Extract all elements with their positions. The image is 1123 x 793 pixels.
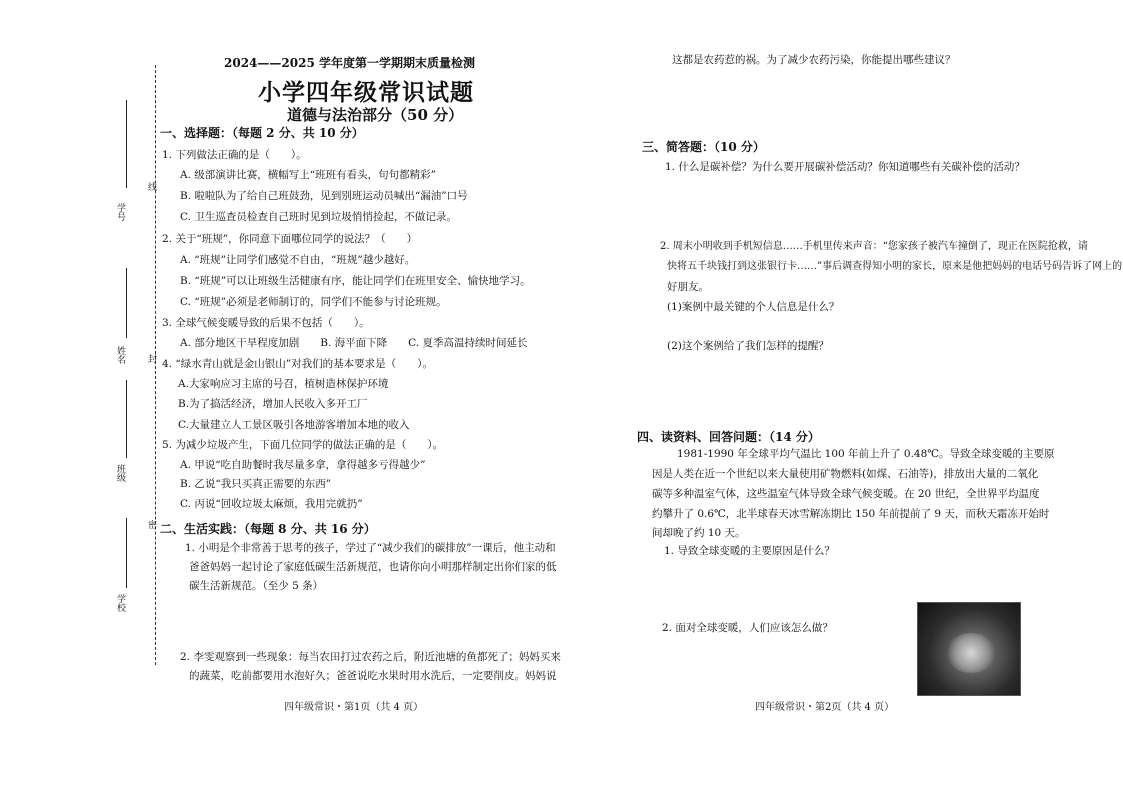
q1-stem: 1. 下列做法正确的是（ ）。 <box>162 149 307 161</box>
name-line <box>126 268 127 338</box>
q5-option-b: B. 乙说“我只买真正需要的东西” <box>180 478 332 490</box>
school-label: 学校 <box>115 594 125 612</box>
s4-q1: 1. 导致全球变暖的主要原因是什么？ <box>664 545 835 557</box>
q4-stem: 4. “绿水青山就是金山银山”对我们的基本要求是（ ）。 <box>162 358 433 370</box>
q5-option-c: C. 丙说“回收垃圾太麻烦，我用完就扔” <box>180 498 363 510</box>
q3-options: A. 部分地区干旱程度加剧 B. 海平面下降 C. 夏季高温持续时间延长 <box>180 337 528 349</box>
s4-passage-line2: 因是人类在近一个世纪以来大量使用矿物燃料(如煤、石油等)，排放出大量的二氧化 <box>652 468 1039 480</box>
q1-option-b: B. 啦啦队为了给自己班鼓劲，见到别班运动员喊出“漏油”口号 <box>180 190 468 202</box>
s4-q2: 2. 面对全球变暖，人们应该怎么做？ <box>662 622 833 634</box>
q3-stem: 3. 全球气候变暖导致的后果不包括（ ）。 <box>162 317 370 329</box>
q2-stem: 2. 关于“班规”，你同意下面哪位同学的说法？（ ） <box>162 233 418 245</box>
student-id-line <box>126 100 127 188</box>
s4-passage-line3: 碳等多种温室气体，这些温室气体导致全球气候变暖。在 20 世纪，全世界平均温度 <box>652 488 1040 500</box>
footer-page2: 四年级常识・第2页（共 4 页） <box>755 702 895 713</box>
s4-passage-line5: 间却晚了约 10 天。 <box>652 527 746 539</box>
school-line <box>126 518 127 588</box>
s2-q2-line1: 2. 李雯观察到一些现象：每当农田打过农药之后，附近池塘的鱼都死了；妈妈买来 <box>180 651 561 663</box>
q4-option-b: B.为了搞活经济，增加人民收入多开工厂 <box>178 398 368 410</box>
section4-heading: 四、读资料、回答问题：（14 分） <box>637 430 820 444</box>
footer-page1: 四年级常识・第1页（共 4 页） <box>284 702 424 713</box>
q5-stem: 5. 为减少垃圾产生，下面几位同学的做法正确的是（ ）。 <box>162 439 444 451</box>
section1-heading: 一、选择题：（每题 2 分、共 10 分） <box>160 126 364 140</box>
s2-q1-line2: 爸爸妈妈一起讨论了家庭低碳生活新规范，也请你向小明那样制定出你们家的低 <box>189 561 557 573</box>
q2-option-b: B. “班规”可以让班级生活健康有序，能让同学们在班里安全、愉快地学习。 <box>180 275 531 287</box>
s4-passage-line4: 约攀升了 0.6℃，北半球春天冰雪解冻期比 150 年前提前了 9 天，而秋天霜冻开始时 <box>652 508 1050 520</box>
page-title: 小学四年级常识试题 <box>258 79 474 106</box>
s3-q2-sub1: (1)案例中最关键的个人信息是什么？ <box>667 301 840 313</box>
page-subtitle: 道德与法治部分（50 分） <box>287 106 464 124</box>
q5-option-a: A. 甲说“吃自助餐时我尽量多拿，拿得越多亏得越少” <box>180 459 426 471</box>
s2-q1-line3: 碳生活新规范。（至少 5 条） <box>189 580 324 592</box>
s3-q2-line1: 2. 周末小明收到手机短信息……手机里传来声音：“您家孩子被汽车撞倒了，现正在医院抢救，请 <box>660 241 1088 252</box>
exam-line: 2024——2025 学年度第一学期期末质量检测 <box>224 56 475 70</box>
q2-option-a: A. “班规”让同学们感觉不自由，“班规”越少越好。 <box>180 254 416 266</box>
photo-highlight <box>946 633 996 673</box>
earth-warming-photo <box>917 602 1021 696</box>
s3-q2-line2: 快将五千块钱打到这张银行卡……”事后调查得知小明的家长，原来是他把妈妈的电话号码告诉了网上的 <box>667 261 1123 272</box>
q4-option-c: C.大量建立人工景区吸引各地游客增加本地的收入 <box>178 419 410 431</box>
q4-option-a: A.大家响应习主席的号召，植树造林保护环境 <box>178 378 389 390</box>
class-label: 班级 <box>115 464 125 482</box>
s4-passage-line1: 1981-1990 年全球平均气温比 100 年前上升了 0.48℃。导致全球变暖的主要原 <box>677 448 1055 460</box>
seal-mark-line: 线 <box>146 182 156 191</box>
s2-q2-line2: 的蔬菜，吃前都要用水泡好久；爸爸说吃水果时用水洗后，一定要削皮。妈妈说 <box>189 670 557 682</box>
student-id-label: 学号 <box>115 203 125 221</box>
section3-heading: 三、简答题：（10 分） <box>642 140 765 154</box>
class-line <box>126 380 127 458</box>
binding-dashed-line <box>155 65 156 665</box>
s3-q2-line3: 好朋友。 <box>667 281 709 293</box>
q1-option-c: C. 卫生巡查员检查自己班时见到垃圾悄悄捡起，不做记录。 <box>180 211 457 223</box>
q2-option-c: C. “班规”必须是老师制订的，同学们不能参与讨论班规。 <box>180 296 447 308</box>
s3-q1: 1. 什么是碳补偿？为什么要开展碳补偿活动？你知道哪些有关碳补偿的活动？ <box>665 161 1025 173</box>
s2-q1-line1: 1. 小明是个非常善于思考的孩子，学过了“减少我们的碳排放”一课后，他主动和 <box>185 542 556 554</box>
s2-q2-continued: 这都是农药惹的祸。为了减少农药污染，你能提出哪些建议？ <box>672 54 956 66</box>
q1-option-a: A. 级部演讲比赛，横幅写上“班班有看头，句句都精彩” <box>180 169 436 181</box>
name-label: 姓名 <box>115 346 125 364</box>
seal-mark-seal: 封 <box>146 354 156 363</box>
seal-mark-secret: 密 <box>146 520 156 529</box>
section2-heading: 二、生活实践：（每题 8 分、共 16 分） <box>160 522 376 536</box>
s3-q2-sub2: (2)这个案例给了我们怎样的提醒？ <box>667 340 829 352</box>
